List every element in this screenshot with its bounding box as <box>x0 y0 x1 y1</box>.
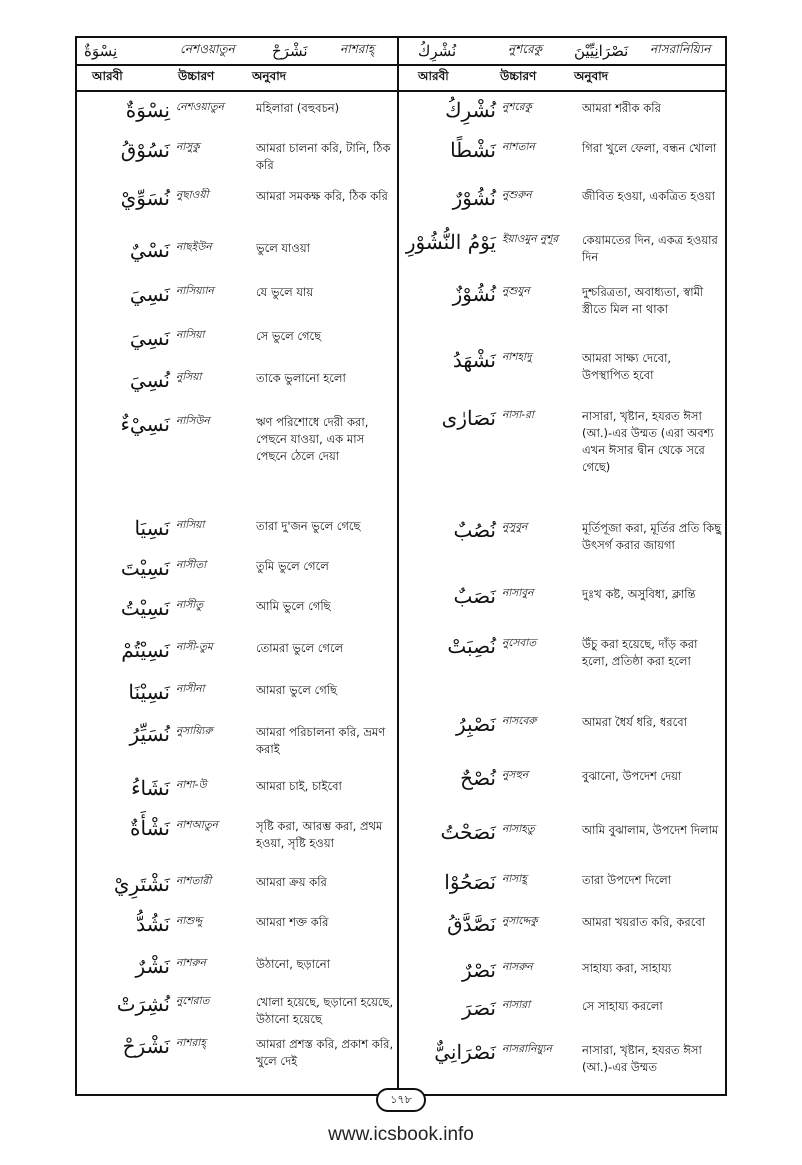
arabic-word: نُشُوْرٌ <box>452 186 496 210</box>
meaning: উঠানো, ছড়ানো <box>256 957 330 971</box>
pronunciation: নুসায়্যিরু <box>176 725 213 737</box>
col-head-pron-right: উচ্চারণ <box>500 69 537 83</box>
meaning: মহিলারা (বহুবচন) <box>256 101 340 115</box>
meaning: আমরা শরীক করি <box>582 101 661 115</box>
meaning: বুঝানো, উপদেশ দেয়া <box>582 769 682 783</box>
arabic-word: نُصْحٌ <box>460 766 496 790</box>
arabic-word: نَصْبِرُ <box>456 712 496 736</box>
header-arabic-1: نِسْوَةٌ <box>84 42 118 60</box>
pronunciation: নাশরাহ্‌ <box>176 1037 206 1049</box>
col-head-arabic-left: আরবী <box>92 69 123 83</box>
meaning: তারা দু'জন ভুলে গেছে <box>256 519 361 533</box>
header-arabic-3: نُشْرِكُ <box>418 42 457 60</box>
meaning: সে ভুলে গেছে <box>256 329 322 343</box>
meaning: খোলা হয়েছে, ছড়ানো হয়েছে, উঠানো হয়েছে <box>256 995 394 1026</box>
pronunciation: নাসীতু <box>176 599 204 611</box>
pronunciation: নুসুবুন <box>502 521 528 533</box>
pronunciation: নাসাহূ <box>502 873 527 885</box>
meaning: আমরা প্রশস্ত করি, প্রকাশ করি, খুলে দেই <box>256 1037 394 1068</box>
header-arabic-4: نَصْرَانِيِّيْنَ <box>574 42 629 60</box>
pronunciation: নুশুরুন <box>502 189 532 201</box>
pronunciation: নাসা-রা <box>502 409 534 421</box>
arabic-word: نَسِيْءٌ <box>120 412 170 436</box>
meaning: আমি ভুলে গেছি <box>256 599 331 613</box>
arabic-word: نَشْرٌ <box>135 954 170 978</box>
meaning: সে সাহায্য করলো <box>582 999 663 1013</box>
col-head-pron-left: উচ্চারণ <box>178 69 215 83</box>
meaning: জীবিত হওয়া, একত্রিত হওয়া <box>582 189 715 203</box>
meaning: মূর্তিপূজা করা, মূর্তির প্রতি কিছু উৎসর্গ করার জায়গা <box>582 521 722 552</box>
col-head-arabic-right: আরবী <box>418 69 449 83</box>
meaning: দুশ্চরিত্রতা, অবাধ্যতা, স্বামী স্ত্রীতে মিল না থাকা <box>582 285 704 316</box>
meaning: নাসারা, খৃষ্টান, হযরত ঈসা (আ.)-এর উম্মত <box>582 1043 702 1074</box>
header-pron-1: নেশওয়াতুন <box>180 42 235 56</box>
pronunciation: নুসিয়া <box>176 371 202 383</box>
meaning: সৃষ্টি করা, আরম্ভ করা, প্রথম হওয়া, সৃষ্টি হওয়া <box>256 819 383 850</box>
pronunciation: নাসীতা <box>176 559 207 571</box>
arabic-word: نُصُبٌ <box>453 518 496 542</box>
pronunciation: নাসরুন <box>502 961 533 973</box>
arabic-word: نَسِيَ <box>129 326 170 350</box>
meaning: আমরা চালনা করি, টানি, ঠিক করি <box>256 141 391 172</box>
meaning: আমরা পরিচালনা করি, ভ্রমণ করাই <box>256 725 386 756</box>
pronunciation: নাশহাদু <box>502 351 532 363</box>
pronunciation: নাশআতুন <box>176 819 218 831</box>
pronunciation: নাসিয়া <box>176 329 205 341</box>
pronunciation: নাশুদ্দু <box>176 915 203 927</box>
pronunciation: নাসীনা <box>176 683 205 695</box>
arabic-word: نَصْرٌ <box>462 958 496 982</box>
pronunciation: নাসবেরু <box>502 715 537 727</box>
arabic-word: نُصِبَتْ <box>447 634 496 658</box>
meaning: আমরা ক্রয় করি <box>256 875 327 889</box>
arabic-word: نَسْيٌ <box>129 238 170 262</box>
pronunciation: নাসিউন <box>176 415 210 427</box>
arabic-word: نَشْطًا <box>450 138 496 162</box>
pronunciation: নাশরুন <box>176 957 206 969</box>
meaning: তাকে ভুলানো হলো <box>256 371 346 385</box>
page-number: ১৭৮ <box>376 1088 426 1112</box>
pronunciation: নাসিয়্যান <box>176 285 214 297</box>
pronunciation: ইয়াওমুন নুশূর <box>502 233 559 245</box>
pronunciation: নাছইউন <box>176 241 212 253</box>
arabic-word: نُشِرَتْ <box>116 992 170 1016</box>
column-header-rule <box>75 90 727 92</box>
arabic-word: يَوْمُ النُّشُوْرِ <box>405 230 496 254</box>
arabic-word: نَشْرَحْ <box>122 1034 170 1058</box>
meaning: আমি বুঝালাম, উপদেশ দিলাম <box>582 823 719 837</box>
pronunciation: নাসারা <box>502 999 531 1011</box>
arabic-word: نَصْرَانِيٌّ <box>434 1040 496 1064</box>
meaning: ভুলে যাওয়া <box>256 241 310 255</box>
pronunciation: নাসী-তুম <box>176 641 213 653</box>
meaning: আমরা চাই, চাইবো <box>256 779 342 793</box>
website-footer: www.icsbook.info <box>328 1124 474 1145</box>
arabic-word: نَسِيْتَ <box>120 556 170 580</box>
arabic-word: نَشْتَرِيْ <box>113 872 170 896</box>
meaning: ঋণ পরিশোধে দেরী করা, পেছনে যাওয়া, এক মাস পেছনে ঠেলে দেয়া <box>256 415 369 463</box>
arabic-word: نَصَحْتُ <box>440 820 496 844</box>
meaning: সাহায্য করা, সাহায্য <box>582 961 672 975</box>
pronunciation: নেশওয়াতুন <box>176 101 224 113</box>
pronunciation: নুসাদ্দেকু <box>502 915 538 927</box>
pronunciation: নাসিয়া <box>176 519 205 531</box>
arabic-word: نَشْهَدُ <box>452 348 496 372</box>
meaning: আমরা খয়রাত করি, করবো <box>582 915 706 929</box>
column-divider <box>397 36 399 1096</box>
arabic-word: نَسِيَا <box>134 516 170 540</box>
arabic-word: نُشْرِكُ <box>445 98 496 122</box>
pronunciation: নাশতান <box>502 141 535 153</box>
meaning: কেয়ামতের দিন, একত্র হওয়ার দিন <box>582 233 718 264</box>
arabic-word: نَشُدُّ <box>136 912 170 936</box>
arabic-word: نُسَوِّيْ <box>120 186 170 210</box>
arabic-word: نَسِيْنَا <box>128 680 170 704</box>
pronunciation: নাশা-উ <box>176 779 207 791</box>
arabic-word: نَصَّدَّقُ <box>447 912 496 936</box>
meaning: যে ভুলে যায় <box>256 285 314 299</box>
arabic-word: نَسِيَ <box>129 282 170 306</box>
meaning: আমরা সমকক্ষ করি, ঠিক করি <box>256 189 388 203</box>
arabic-word: نَسُوْقُ <box>120 138 170 162</box>
pronunciation: নাসুকু <box>176 141 200 153</box>
meaning: তোমরা ভুলে গেলে <box>256 641 344 655</box>
meaning: দুঃখ কষ্ট, অসুবিধা, ক্লান্তি <box>582 587 696 601</box>
arabic-word: نُسَيِّرُ <box>129 722 170 746</box>
pronunciation: নুশেরাত <box>176 995 210 1007</box>
meaning: আমরা ধৈর্য ধরি, ধরবো <box>582 715 687 729</box>
header-rule <box>75 64 727 66</box>
pronunciation: নুসেবাত <box>502 637 537 649</box>
meaning: তারা উপদেশ দিলো <box>582 873 672 887</box>
pronunciation: নাশতারী <box>176 875 212 887</box>
pronunciation: নাসরানিয়্যুন <box>502 1043 552 1055</box>
header-pron-4: নাসরানিয়্যিন <box>650 42 711 56</box>
arabic-word: نُسِيَ <box>129 368 170 392</box>
arabic-word: نَشْأَةٌ <box>130 816 170 840</box>
meaning: আমরা ভুলে গেছি <box>256 683 337 697</box>
header-pron-2: নাশরাহ্‌ <box>340 42 375 56</box>
arabic-word: نَصَحُوْا <box>444 870 496 894</box>
arabic-word: نَصَارٰى <box>441 406 496 430</box>
meaning: আমরা সাক্ষ্য দেবো, উপস্থাপিত হবো <box>582 351 672 382</box>
pronunciation: নাসাহতু <box>502 823 535 835</box>
col-head-meaning-right: অনুবাদ <box>574 69 609 83</box>
col-head-meaning-left: অনুবাদ <box>252 69 287 83</box>
arabic-word: نُشُوْزٌ <box>452 282 496 306</box>
arabic-word: نَصَرَ <box>462 996 496 1020</box>
arabic-word: نَسِيْتُ <box>120 596 170 620</box>
meaning: উঁচু করা হয়েছে, দাঁড় করা হলো, প্রতিষ্ঠা করা হলো <box>582 637 698 668</box>
header-pron-3: নুশরেকু <box>508 42 543 56</box>
pronunciation: নুশরেকু <box>502 101 532 113</box>
pronunciation: নুসহুন <box>502 769 529 781</box>
meaning: তুমি ভুলে গেলে <box>256 559 329 573</box>
meaning: গিরা খুলে ফেলা, বন্ধন খোলা <box>582 141 717 155</box>
arabic-word: نِسْوَةٌ <box>125 98 170 122</box>
pronunciation: নাসাবুন <box>502 587 534 599</box>
arabic-word: نَشَاءُ <box>131 776 170 800</box>
meaning: আমরা শক্ত করি <box>256 915 329 929</box>
header-arabic-2: نَشْرَحْ <box>272 42 308 60</box>
arabic-word: نَصَبٌ <box>453 584 496 608</box>
meaning: নাসারা, খৃষ্টান, হযরত ঈসা (আ.)-এর উম্মত (এরা অবশ্য এখন ঈসার দ্বীন থেকে সরে গেছে) <box>582 409 714 474</box>
arabic-word: نَسِيْتُمْ <box>121 638 170 662</box>
pronunciation: নুশুযুন <box>502 285 530 297</box>
pronunciation: নুছাওয়ী <box>176 189 209 201</box>
